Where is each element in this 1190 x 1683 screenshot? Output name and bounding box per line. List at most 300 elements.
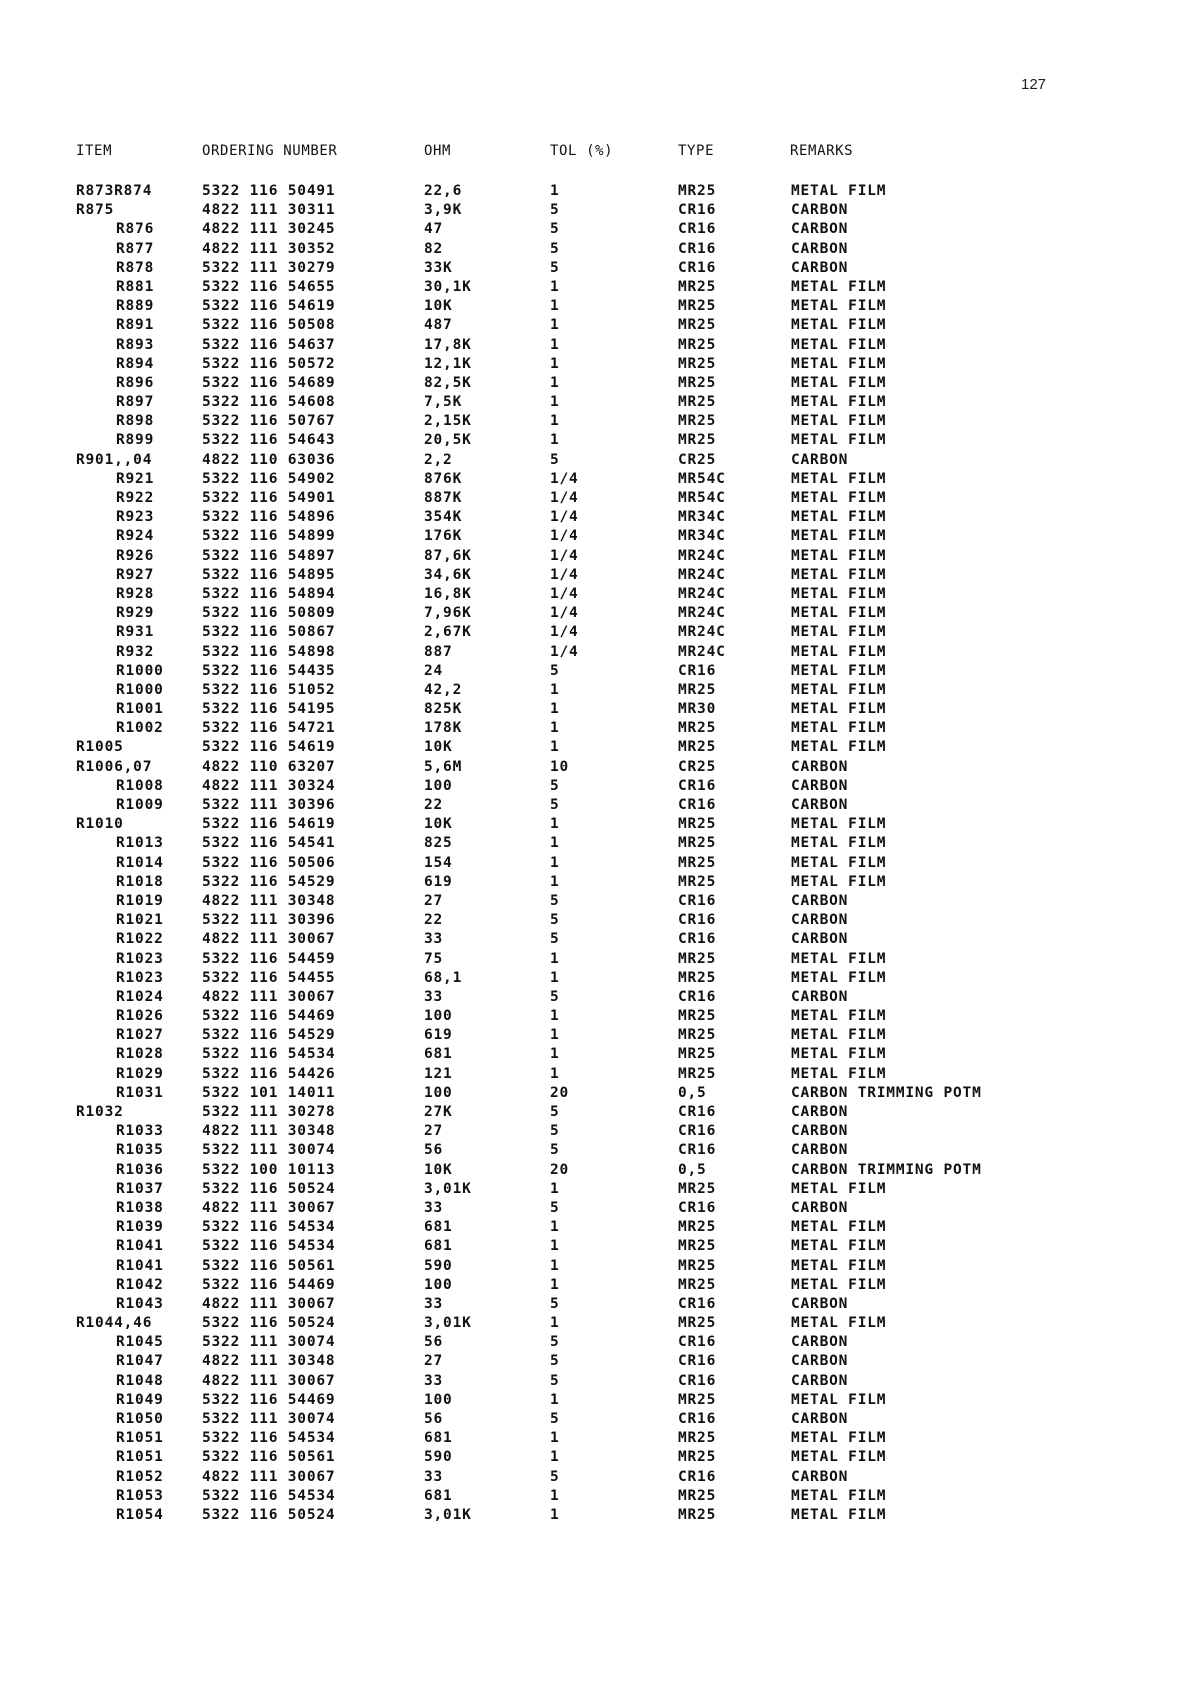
type-cell: MR25 [678,1008,717,1025]
remarks-cell: METAL FILM [791,585,887,602]
type-cell: MR25 [678,413,717,430]
tol-cell: 1 [550,1238,560,1255]
tol-cell: 1 [550,969,560,986]
tol-cell: 5 [550,777,560,794]
type-cell: MR25 [678,1046,717,1063]
table-row [76,739,1076,758]
table-row [76,1085,1076,1104]
item-cell: R876 [116,221,155,238]
ordering-number-cell: 5322 116 54643 [202,432,336,449]
tol-cell: 5 [550,912,560,929]
ohm-cell: 33 [424,931,444,948]
ordering-number-cell: 4822 111 30348 [202,1123,336,1140]
type-cell: CR16 [678,240,717,257]
ordering-number-cell: 5322 116 54435 [202,662,336,679]
remarks-cell: CARBON [791,259,849,276]
ohm-cell: 27K [424,1104,453,1120]
ordering-number-cell: 5322 116 54469 [202,1391,336,1408]
remarks-cell: CARBON TRIMMING POTM [791,1161,982,1178]
ordering-number-cell: 4822 111 30067 [202,988,336,1005]
type-cell: CR16 [678,1353,717,1370]
item-cell: R893 [116,336,155,353]
item-cell: R1024 [116,988,164,1005]
item-cell: R877 [116,240,155,257]
tol-cell: 1 [550,413,560,430]
remarks-cell: METAL FILM [791,1238,887,1255]
item-cell: R1051 [116,1449,164,1466]
ordering-number-cell: 5322 111 30278 [202,1104,336,1120]
item-cell: R1006,07 [76,758,153,775]
remarks-cell: METAL FILM [791,720,887,737]
remarks-cell: CARBON [791,1353,849,1370]
ohm-cell: 825 [424,835,453,852]
type-cell: MR25 [678,816,717,833]
table-row [76,221,1076,240]
ordering-number-cell: 5322 116 54529 [202,1027,336,1044]
tol-cell: 1 [550,1391,560,1408]
ordering-number-cell: 4822 111 30324 [202,777,336,794]
type-cell: CR16 [678,259,717,276]
tol-cell: 5 [550,1295,560,1312]
remarks-cell: METAL FILM [791,336,887,353]
ohm-cell: 30,1K [424,278,472,295]
item-cell: R1041 [116,1238,164,1255]
table-row [76,183,1076,202]
ordering-number-cell: 5322 116 54689 [202,374,336,391]
type-cell: MR24C [678,566,726,583]
remarks-cell: CARBON [791,892,849,909]
table-row [76,816,1076,835]
tol-cell: 1/4 [550,624,579,641]
item-cell: R1051 [116,1430,164,1447]
item-cell: R922 [116,490,155,506]
type-cell: MR25 [678,336,717,353]
table-row [76,586,1076,605]
type-cell: MR25 [678,969,717,986]
type-cell: MR25 [678,1391,717,1408]
item-cell: R881 [116,278,155,295]
item-cell: R1041 [116,1257,164,1274]
item-cell: R1035 [116,1142,164,1159]
remarks-cell: CARBON [791,221,849,238]
column-header-item: ITEM [76,143,113,159]
ohm-cell: 154 [424,854,453,871]
ordering-number-cell: 5322 116 54899 [202,528,336,545]
tol-cell: 5 [550,1199,560,1216]
tol-cell: 1 [550,873,560,890]
ordering-number-cell: 5322 116 54655 [202,278,336,295]
item-cell: R926 [116,547,155,564]
type-cell: 0,5 [678,1084,707,1101]
table-row [76,1008,1076,1027]
item-cell: R924 [116,528,155,545]
table-row [76,759,1076,778]
tol-cell: 5 [550,988,560,1005]
item-cell: R1050 [116,1411,164,1427]
ohm-cell: 33 [424,988,444,1005]
table-row [76,1181,1076,1200]
tol-cell: 1/4 [550,643,579,660]
tol-cell: 5 [550,451,560,468]
ordering-number-cell: 5322 116 54895 [202,566,336,583]
table-row [76,912,1076,931]
table-row [76,778,1076,797]
table-row [76,1200,1076,1219]
ohm-cell: 887K [424,490,463,506]
remarks-cell: CARBON TRIMMING POTM [791,1084,982,1101]
remarks-cell: METAL FILM [791,1046,887,1063]
table-row [76,1219,1076,1238]
remarks-cell: METAL FILM [791,1391,887,1408]
tol-cell: 1/4 [550,547,579,564]
type-cell: CR16 [678,1468,717,1485]
item-cell: R1000 [116,662,164,679]
remarks-cell: CARBON [791,1104,849,1120]
ohm-cell: 10K [424,1161,453,1178]
table-row [76,1238,1076,1257]
tol-cell: 5 [550,1142,560,1159]
table-row [76,1027,1076,1046]
table-row [76,1296,1076,1315]
column-header-type: TYPE [678,143,715,159]
table-row [76,1142,1076,1161]
tol-cell: 10 [550,758,570,775]
item-cell: R1052 [116,1468,164,1485]
table-row [76,797,1076,816]
item-cell: R1005 [76,739,124,756]
tol-cell: 1 [550,1065,560,1082]
table-row [76,1469,1076,1488]
type-cell: MR24C [678,643,726,660]
tol-cell: 1 [550,1219,560,1236]
item-cell: R1010 [76,816,124,833]
ordering-number-cell: 5322 116 54534 [202,1219,336,1236]
table-row [76,528,1076,547]
tol-cell: 5 [550,1411,560,1427]
remarks-cell: METAL FILM [791,470,887,487]
remarks-cell: METAL FILM [791,643,887,660]
item-cell: R878 [116,259,155,276]
remarks-cell: CARBON [791,758,849,775]
item-cell: R1033 [116,1123,164,1140]
tol-cell: 5 [550,892,560,909]
remarks-cell: METAL FILM [791,605,887,622]
tol-cell: 1 [550,336,560,353]
ohm-cell: 42,2 [424,681,463,698]
table-row [76,1449,1076,1468]
remarks-cell: METAL FILM [791,873,887,890]
tol-cell: 1 [550,183,560,199]
tol-cell: 1 [550,1027,560,1044]
item-cell: R897 [116,394,155,411]
tol-cell: 1/4 [550,585,579,602]
remarks-cell: CARBON [791,1372,849,1389]
tol-cell: 1 [550,1430,560,1447]
item-cell: R1054 [116,1506,164,1523]
tol-cell: 5 [550,240,560,257]
item-cell: R1022 [116,931,164,948]
item-cell: R1032 [76,1104,124,1120]
item-cell: R1027 [116,1027,164,1044]
item-cell: R931 [116,624,155,641]
type-cell: MR25 [678,1449,717,1466]
tol-cell: 1/4 [550,566,579,583]
remarks-cell: METAL FILM [791,1027,887,1044]
tol-cell: 1 [550,816,560,833]
remarks-cell: METAL FILM [791,1506,887,1523]
table-row [76,337,1076,356]
ordering-number-cell: 5322 116 54902 [202,470,336,487]
remarks-cell: METAL FILM [791,355,887,372]
ordering-number-cell: 5322 116 51052 [202,681,336,698]
tol-cell: 5 [550,662,560,679]
ohm-cell: 16,8K [424,585,472,602]
ohm-cell: 2,15K [424,413,472,430]
table-row [76,1353,1076,1372]
item-cell: R1001 [116,701,164,718]
tol-cell: 1 [550,701,560,718]
ohm-cell: 87,6K [424,547,472,564]
ordering-number-cell: 5322 116 50491 [202,183,336,199]
ohm-cell: 681 [424,1219,453,1236]
type-cell: CR16 [678,202,717,219]
ordering-number-cell: 5322 116 50506 [202,854,336,871]
tol-cell: 1 [550,1257,560,1274]
ordering-number-cell: 5322 116 54534 [202,1430,336,1447]
tol-cell: 1 [550,1046,560,1063]
tol-cell: 1 [550,1008,560,1025]
table-row [76,356,1076,375]
ohm-cell: 34,6K [424,566,472,583]
type-cell: CR16 [678,777,717,794]
table-row [76,624,1076,643]
type-cell: MR24C [678,605,726,622]
remarks-cell: METAL FILM [791,317,887,334]
ordering-number-cell: 4822 110 63036 [202,451,336,468]
item-cell: R1028 [116,1046,164,1063]
table-row [76,202,1076,221]
table-row [76,1258,1076,1277]
ordering-number-cell: 5322 116 54195 [202,701,336,718]
remarks-cell: METAL FILM [791,394,887,411]
ordering-number-cell: 5322 116 50561 [202,1257,336,1274]
table-row [76,509,1076,528]
remarks-cell: METAL FILM [791,547,887,564]
remarks-cell: METAL FILM [791,969,887,986]
ordering-number-cell: 5322 100 10113 [202,1161,336,1178]
ordering-number-cell: 4822 111 30067 [202,1468,336,1485]
item-cell: R1023 [116,969,164,986]
ordering-number-cell: 5322 116 54898 [202,643,336,660]
type-cell: MR25 [678,873,717,890]
item-cell: R1026 [116,1008,164,1025]
type-cell: CR16 [678,988,717,1005]
type-cell: CR16 [678,1123,717,1140]
remarks-cell: METAL FILM [791,566,887,583]
table-row [76,1315,1076,1334]
type-cell: MR30 [678,701,717,718]
ohm-cell: 487 [424,317,453,334]
table-row [76,1123,1076,1142]
ohm-cell: 20,5K [424,432,472,449]
ordering-number-cell: 5322 111 30074 [202,1334,336,1351]
type-cell: MR25 [678,854,717,871]
table-row [76,701,1076,720]
ordering-number-cell: 4822 111 30245 [202,221,336,238]
item-cell: R1013 [116,835,164,852]
tol-cell: 5 [550,1334,560,1351]
ohm-cell: 825K [424,701,463,718]
table-row [76,1392,1076,1411]
item-cell: R1019 [116,892,164,909]
ordering-number-cell: 5322 116 54426 [202,1065,336,1082]
ohm-cell: 24 [424,662,444,679]
table-body [76,183,1076,1526]
ordering-number-cell: 4822 111 30352 [202,240,336,257]
remarks-cell: METAL FILM [791,950,887,967]
column-header-ordering-number: ORDERING NUMBER [202,143,338,159]
tol-cell: 1 [550,835,560,852]
type-cell: MR34C [678,509,726,526]
tol-cell: 1 [550,1449,560,1466]
table-row [76,1277,1076,1296]
tol-cell: 1 [550,394,560,411]
remarks-cell: CARBON [791,1142,849,1159]
ohm-cell: 33 [424,1295,444,1312]
remarks-cell: METAL FILM [791,681,887,698]
remarks-cell: CARBON [791,1123,849,1140]
ordering-number-cell: 5322 116 50809 [202,605,336,622]
table-row [76,644,1076,663]
ordering-number-cell: 5322 111 30279 [202,259,336,276]
tol-cell: 1 [550,720,560,737]
remarks-cell: CARBON [791,1411,849,1427]
ordering-number-cell: 5322 116 54469 [202,1008,336,1025]
remarks-cell: METAL FILM [791,298,887,315]
ordering-number-cell: 5322 116 54608 [202,394,336,411]
remarks-cell: METAL FILM [791,1065,887,1082]
table-row [76,835,1076,854]
item-cell: R932 [116,643,155,660]
ohm-cell: 2,2 [424,451,453,468]
ohm-cell: 354K [424,509,463,526]
ohm-cell: 47 [424,221,444,238]
table-row [76,1162,1076,1181]
tol-cell: 1/4 [550,528,579,545]
type-cell: MR25 [678,1506,717,1523]
tol-cell: 1 [550,278,560,295]
type-cell: CR16 [678,797,717,813]
table-row [76,720,1076,739]
ordering-number-cell: 4822 111 30067 [202,1199,336,1216]
table-row [76,413,1076,432]
ohm-cell: 100 [424,777,453,794]
table-row [76,490,1076,509]
item-cell: R929 [116,605,155,622]
ohm-cell: 681 [424,1238,453,1255]
ordering-number-cell: 5322 111 30074 [202,1411,336,1427]
item-cell: R1047 [116,1353,164,1370]
item-cell: R898 [116,413,155,430]
type-cell: CR16 [678,1372,717,1389]
table-row [76,452,1076,471]
tol-cell: 1 [550,1180,560,1197]
type-cell: MR24C [678,547,726,564]
remarks-cell: METAL FILM [791,490,887,506]
table-row [76,1411,1076,1430]
remarks-cell: METAL FILM [791,509,887,526]
tol-cell: 5 [550,931,560,948]
remarks-cell: CARBON [791,931,849,948]
ordering-number-cell: 4822 110 63207 [202,758,336,775]
type-cell: MR25 [678,1065,717,1082]
ordering-number-cell: 5322 111 30396 [202,912,336,929]
remarks-cell: METAL FILM [791,1487,887,1504]
ohm-cell: 876K [424,470,463,487]
type-cell: CR16 [678,1104,717,1120]
remarks-cell: METAL FILM [791,413,887,430]
item-cell: R1021 [116,912,164,929]
table-row [76,874,1076,893]
ohm-cell: 10K [424,816,453,833]
table-header [76,143,1076,183]
item-cell: R1048 [116,1372,164,1389]
item-cell: R1018 [116,873,164,890]
type-cell: MR25 [678,1276,717,1293]
column-header-tol: TOL (%) [550,143,614,159]
ohm-cell: 5,6M [424,758,463,775]
type-cell: MR25 [678,298,717,315]
tol-cell: 1/4 [550,509,579,526]
ohm-cell: 75 [424,950,444,967]
type-cell: MR25 [678,950,717,967]
tol-cell: 5 [550,1372,560,1389]
remarks-cell: METAL FILM [791,854,887,871]
ohm-cell: 619 [424,1027,453,1044]
ordering-number-cell: 4822 111 30067 [202,1372,336,1389]
type-cell: MR25 [678,1027,717,1044]
item-cell: R923 [116,509,155,526]
ordering-number-cell: 5322 116 50767 [202,413,336,430]
ohm-cell: 82,5K [424,374,472,391]
ordering-number-cell: 5322 116 54897 [202,547,336,564]
type-cell: CR16 [678,912,717,929]
ohm-cell: 10K [424,739,453,756]
type-cell: CR16 [678,1334,717,1351]
item-cell: R1049 [116,1391,164,1408]
remarks-cell: METAL FILM [791,701,887,718]
ohm-cell: 3,01K [424,1315,472,1332]
type-cell: CR16 [678,1142,717,1159]
item-cell: R921 [116,470,155,487]
ohm-cell: 27 [424,1353,444,1370]
table-row [76,951,1076,970]
type-cell: MR25 [678,1315,717,1332]
type-cell: CR16 [678,931,717,948]
ordering-number-cell: 5322 116 54534 [202,1046,336,1063]
remarks-cell: METAL FILM [791,278,887,295]
ohm-cell: 12,1K [424,355,472,372]
item-cell: R899 [116,432,155,449]
type-cell: CR16 [678,221,717,238]
ordering-number-cell: 5322 116 54534 [202,1487,336,1504]
table-row [76,567,1076,586]
ohm-cell: 56 [424,1334,444,1351]
ohm-cell: 82 [424,240,444,257]
ohm-cell: 100 [424,1084,453,1101]
type-cell: CR25 [678,451,717,468]
item-cell: R875 [76,202,115,219]
